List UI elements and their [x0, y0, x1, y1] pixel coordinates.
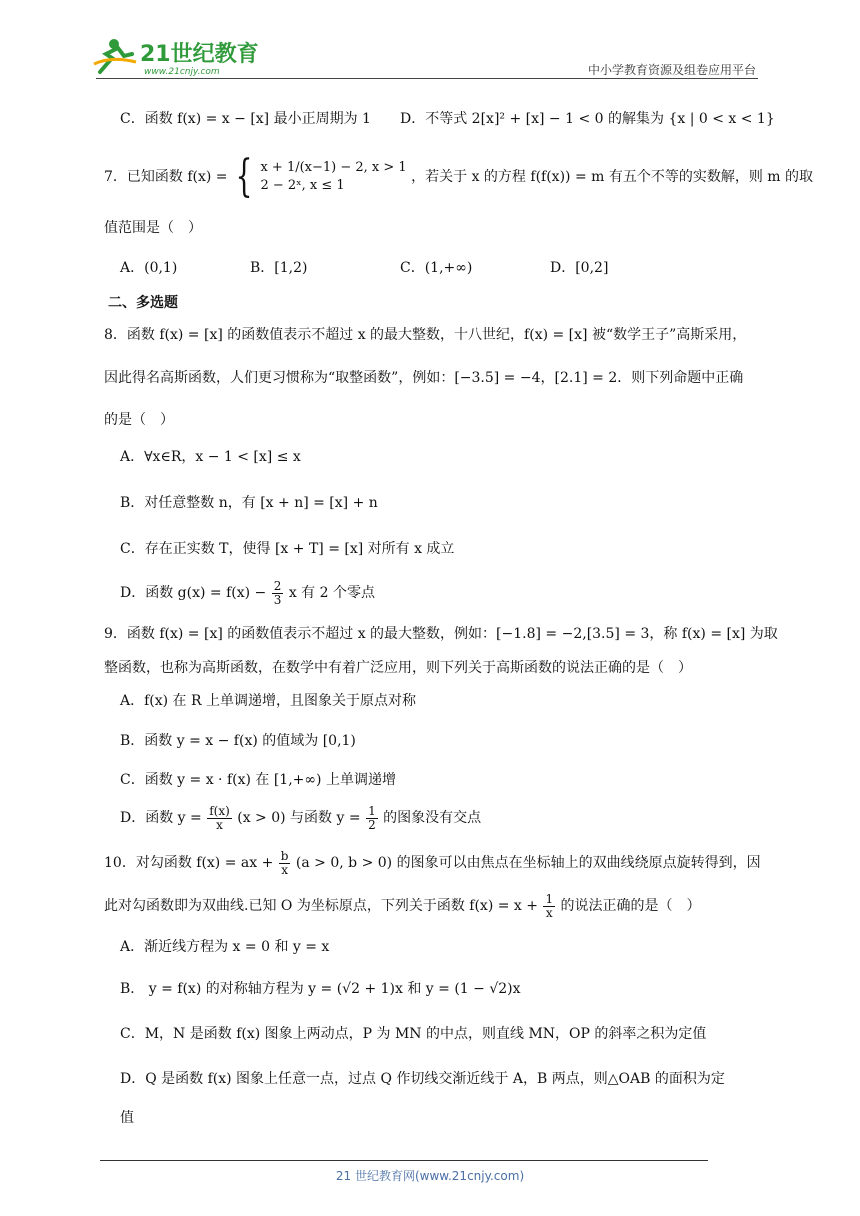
q10-line2-post: 的说法正确的是（ ）	[560, 898, 701, 914]
q9-d-fraction2	[366, 805, 378, 832]
q8-d-den: 3	[273, 592, 282, 607]
platform-name: 中小学教育资源及组卷应用平台	[587, 63, 756, 77]
q10-den: x	[281, 862, 289, 877]
q8-d-pre: D．函数 g(x) = f(x) −	[120, 585, 267, 601]
q9-option-b: B．函数 y = x − f(x) 的值域为 [0,1)	[120, 733, 356, 749]
q7-case1: x + 1/(x−1) − 2, x > 1	[260, 160, 407, 175]
q7-line2: 值范围是（ ）	[104, 220, 202, 236]
site-logo	[92, 34, 262, 78]
q7-option-a: A．(0,1)	[120, 260, 178, 276]
q10-line2-num: 1	[545, 891, 554, 906]
footer-text: 21 世纪教育网(www.21cnjy.com)	[335, 1169, 525, 1183]
q7-case2: 2 − 2ˣ, x ≤ 1	[260, 178, 345, 193]
q8-line1: 8．函数 f(x) = [x] 的函数值表示不超过 x 的最大整数，十八世纪，f(x) = [x] 被“数学王子”高斯采用，	[104, 327, 747, 343]
q10-option-d: D．Q 是函数 f(x) 图象上任意一点，过点 Q 作切线交渐近线于 A，B 两点，则△OAB 的面积为定	[120, 1071, 725, 1087]
q7-lead: 7．已知函数 f(x) =	[104, 169, 228, 185]
q9-d-fraction1	[207, 805, 232, 832]
q9-option-a: A．f(x) 在 R 上单调递增，且图象关于原点对称	[120, 693, 417, 709]
q9-line2: 整函数，也称为高斯函数，在数学中有着广泛应用，则下列关于高斯函数的说法正确的是（ ）	[104, 660, 692, 676]
q8-option-b: B．对任意整数 n，有 [x + n] = [x] + n	[120, 495, 378, 511]
q8-d-fraction	[272, 580, 284, 607]
q7-tail: ，若关于 x 的方程 f(f(x)) = m 有五个不等的实数解，则 m 的取	[411, 169, 814, 185]
q9-d-pre: D．函数 y =	[120, 810, 202, 826]
q9-d-den2: 2	[368, 817, 376, 832]
q7-option-d: D．[0,2]	[550, 260, 609, 276]
q10-line2-den: x	[545, 905, 553, 920]
q10-post: (a > 0, b > 0) 的图象可以由焦点在坐标轴上的双曲线绕原点旋转得到，因	[295, 855, 761, 871]
q10-line1	[104, 847, 761, 879]
logo-text: 21世纪教育	[140, 42, 259, 67]
header-rule	[96, 78, 758, 79]
q8-option-d	[120, 578, 375, 608]
q6-option-c: C．函数 f(x) = x − [x] 最小正周期为 1	[120, 111, 371, 127]
q8-line2: 因此得名高斯函数，人们更习惯称为“取整函数”，例如：[−3.5] = −4，[2.1] = 2．则下列命题中正确	[104, 370, 744, 386]
q8-option-a: A．∀x∈R，x − 1 < [x] ≤ x	[120, 449, 301, 465]
q7-cases	[260, 159, 406, 195]
q10-option-b: B． y = f(x) 的对称轴方程为 y = (√2 + 1)x 和 y = (1 − √2)x	[120, 981, 521, 997]
q9-option-d	[120, 801, 481, 835]
q7-option-c: C．(1,+∞)	[400, 260, 473, 276]
q6-option-d: D．不等式 2[x]² + [x] − 1 < 0 的解集为 {x | 0 < x < 1}	[400, 111, 775, 127]
q8-option-c: C．存在正实数 T，使得 [x + T] = [x] 对所有 x 成立	[120, 541, 455, 557]
q9-d-num2: 1	[368, 803, 376, 818]
section-multi-choice: 二、多选题	[108, 295, 178, 311]
q9-d-den1: x	[216, 817, 223, 832]
q7-brace: {	[235, 151, 253, 202]
q8-d-num: 2	[273, 578, 282, 593]
q9-d-mid: (x > 0) 与函数 y =	[237, 810, 361, 826]
q8-d-post: x 有 2 个零点	[288, 585, 375, 601]
q10-line2-pre: 此对勾函数即为双曲线.已知 O 为坐标原点，下列关于函数 f(x) = x +	[104, 898, 538, 914]
q7-stem	[104, 151, 814, 202]
q9-line1: 9．函数 f(x) = [x] 的函数值表示不超过 x 的最大整数，例如：[−1.8] = −2,[3.5] = 3，称 f(x) = [x] 为取	[104, 626, 778, 642]
footer-rule	[100, 1160, 708, 1161]
q10-option-c: C．M，N 是函数 f(x) 图象上两动点，P 为 MN 的中点，则直线 MN，OP 的斜率之积为定值	[120, 1026, 707, 1042]
q10-pre: 10．对勾函数 f(x) = ax +	[104, 855, 274, 871]
q10-option-d-cont: 值	[120, 1110, 134, 1126]
q9-option-c: C．函数 y = x · f(x) 在 [1,+∞) 上单调递增	[120, 772, 396, 788]
q10-line2	[104, 890, 701, 922]
q7-option-b: B．[1,2)	[250, 260, 308, 276]
q10-option-a: A．渐近线方程为 x = 0 和 y = x	[120, 939, 330, 955]
q10-line2-fraction	[543, 893, 555, 920]
q9-d-post: 的图象没有交点	[383, 810, 482, 826]
q10-fraction	[279, 850, 291, 877]
q9-d-num1: f(x)	[209, 803, 230, 818]
logo-url: www.21cnjy.com	[144, 67, 220, 77]
q8-line3: 的是（ ）	[104, 412, 174, 428]
q10-num: b	[280, 848, 289, 863]
